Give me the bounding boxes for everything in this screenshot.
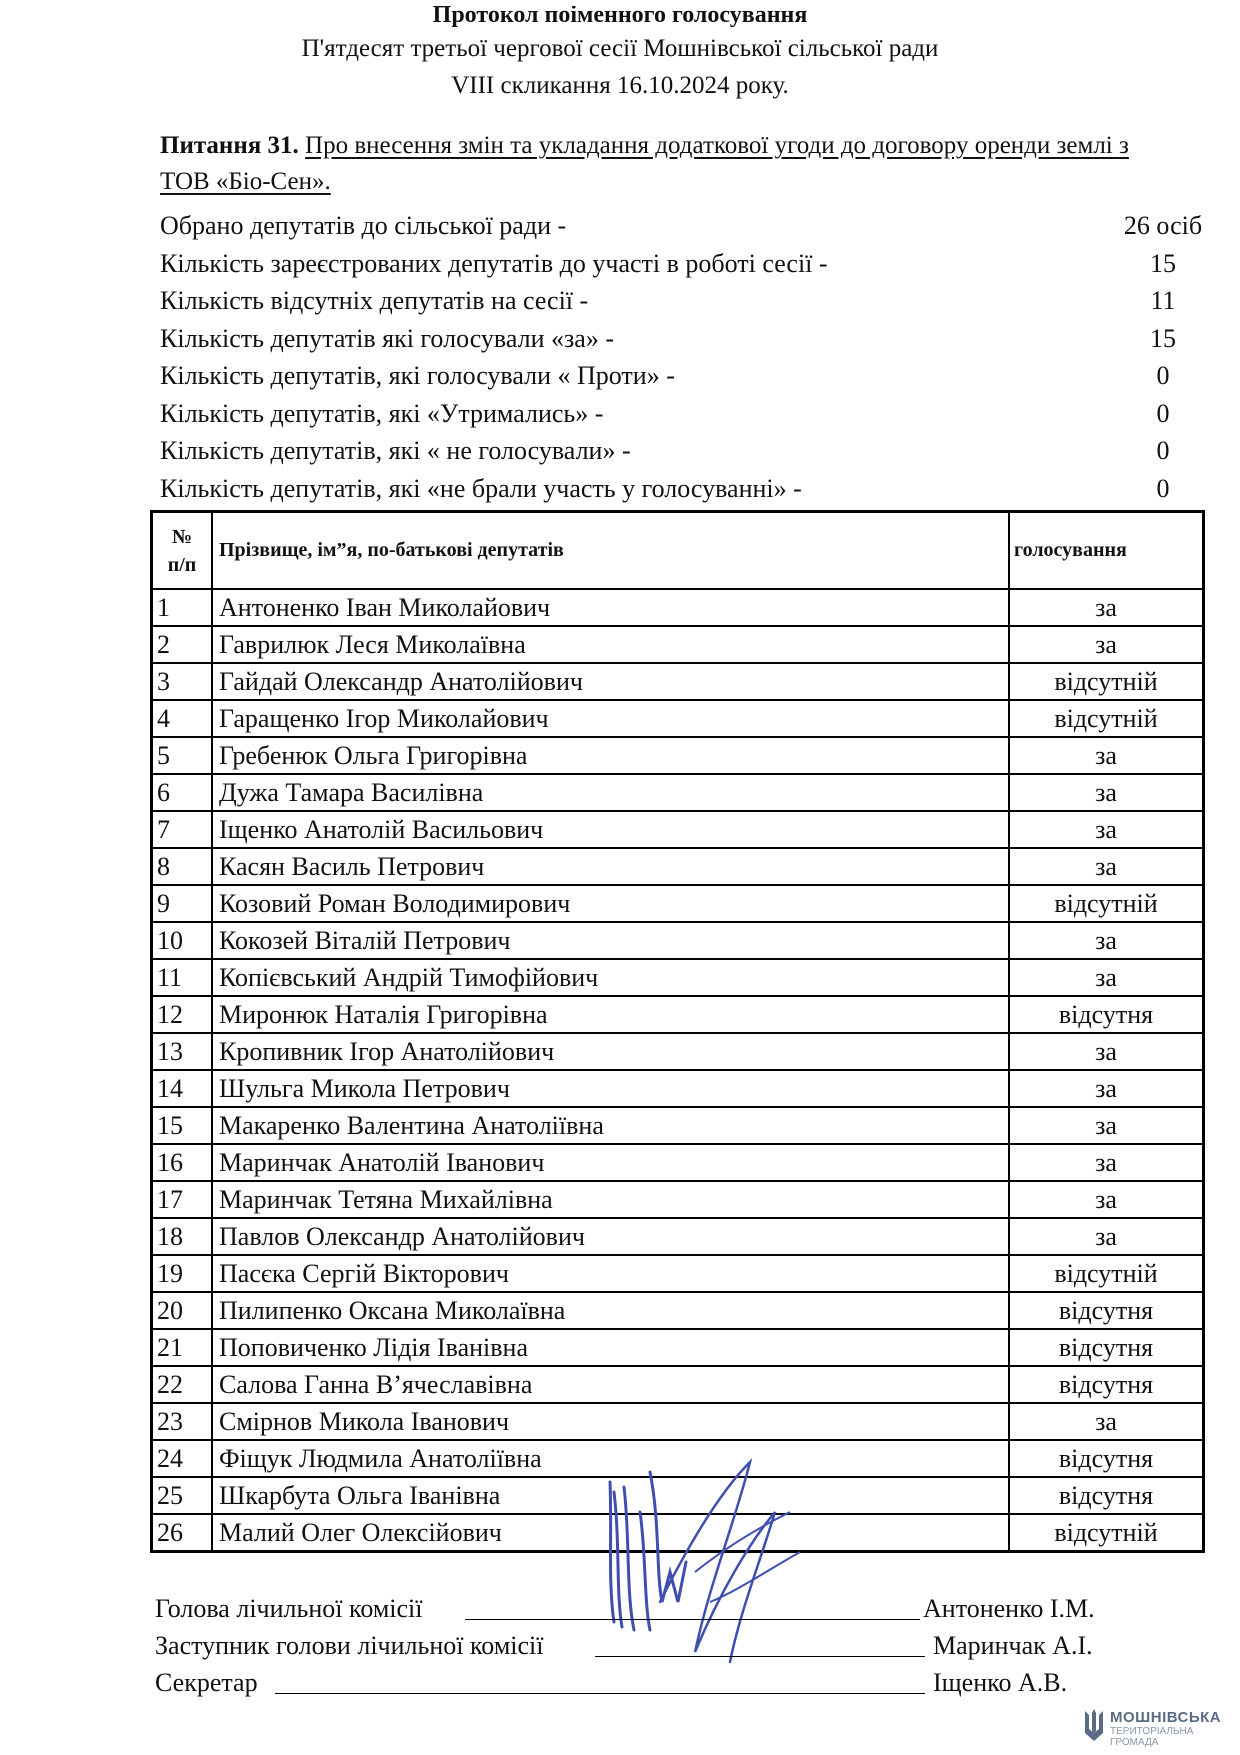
- signature-row-secretary: [155, 1664, 1155, 1701]
- cell-vote: відсутня: [1009, 1329, 1204, 1366]
- secretary-label: Секретар: [155, 1668, 258, 1697]
- cell-number: 7: [152, 811, 213, 848]
- table-row: [152, 663, 1204, 700]
- cell-number: 6: [152, 774, 213, 811]
- stat-row: [160, 320, 1176, 358]
- signatures-block: [155, 1590, 1155, 1701]
- signature-line: [595, 1656, 925, 1657]
- cell-name: Пасєка Сергій Вікторович: [212, 1255, 1009, 1292]
- cell-number: 17: [152, 1181, 213, 1218]
- question-text: Про внесення змін та укладання додаткової угоди до договору оренди землі з ТОВ «Біо-Сен».: [160, 132, 1129, 195]
- stat-row: [160, 282, 1176, 320]
- cell-name: Поповиченко Лідія Іванівна: [212, 1329, 1009, 1366]
- table-row: [152, 811, 1204, 848]
- cell-name: Малий Олег Олексійович: [212, 1514, 1009, 1552]
- table-row: [152, 700, 1204, 737]
- cell-name: Пилипенко Оксана Миколаївна: [212, 1292, 1009, 1329]
- stat-value: 0: [1156, 398, 1170, 428]
- signature-row-deputy: [155, 1627, 1155, 1664]
- cell-name: Павлов Олександр Анатолійович: [212, 1218, 1009, 1255]
- stat-row: [160, 395, 1170, 433]
- cell-number: 24: [152, 1440, 213, 1477]
- cell-number: 15: [152, 1107, 213, 1144]
- cell-name: Шкарбута Ольга Іванівна: [212, 1477, 1009, 1514]
- table-row: [152, 1107, 1204, 1144]
- stat-value: 15: [1150, 248, 1176, 278]
- table-row: [152, 1366, 1204, 1403]
- cell-number: 9: [152, 885, 213, 922]
- cell-number: 18: [152, 1218, 213, 1255]
- cell-number: 23: [152, 1403, 213, 1440]
- cell-number: 13: [152, 1033, 213, 1070]
- table-row: [152, 1218, 1204, 1255]
- cell-vote: відсутній: [1009, 700, 1204, 737]
- cell-name: Кропивник Ігор Анатолійович: [212, 1033, 1009, 1070]
- column-header-vote: голосування: [1009, 512, 1204, 590]
- signature-row-chair: [155, 1590, 1155, 1627]
- cell-name: Маринчак Анатолій Іванович: [212, 1144, 1009, 1181]
- cell-vote: відсутня: [1009, 1292, 1204, 1329]
- cell-vote: відсутній: [1009, 1255, 1204, 1292]
- table-row: [152, 848, 1204, 885]
- cell-vote: відсутня: [1009, 1477, 1204, 1514]
- signature-line: [465, 1619, 920, 1620]
- cell-number: 21: [152, 1329, 213, 1366]
- cell-vote: за: [1009, 774, 1204, 811]
- cell-name: Касян Василь Петрович: [212, 848, 1009, 885]
- cell-name: Гребенюк Ольга Григорівна: [212, 737, 1009, 774]
- table-row: [152, 959, 1204, 996]
- cell-name: Копієвський Андрій Тимофійович: [212, 959, 1009, 996]
- cell-vote: відсутній: [1009, 1514, 1204, 1552]
- cell-vote: за: [1009, 1144, 1204, 1181]
- cell-name: Макаренко Валентина Анатоліївна: [212, 1107, 1009, 1144]
- table-row: [152, 774, 1204, 811]
- stat-label: Кількість відсутніх депутатів на сесії -: [160, 286, 589, 315]
- cell-vote: за: [1009, 1181, 1204, 1218]
- cell-vote: за: [1009, 1070, 1204, 1107]
- stat-value: 26 осіб: [1123, 211, 1203, 240]
- deputy-label: Заступник голови лічильної комісії: [155, 1631, 544, 1660]
- cell-vote: відсутня: [1009, 996, 1204, 1033]
- cell-number: 1: [152, 589, 213, 626]
- stat-row: [160, 470, 1170, 508]
- table-row: [152, 1070, 1204, 1107]
- cell-name: Смірнов Микола Іванович: [212, 1403, 1009, 1440]
- logo-text: [1110, 1709, 1221, 1748]
- session-line: П'ятдесят третьої чергової сесії Мошнівської сільської ради: [301, 35, 939, 62]
- cell-name: Іщенко Анатолій Васильович: [212, 811, 1009, 848]
- cell-name: Салова Ганна В’ячеславівна: [212, 1366, 1009, 1403]
- stat-label: Кількість депутатів, які голосували « Проти» -: [160, 361, 675, 390]
- table-row: [152, 922, 1204, 959]
- stat-row: [160, 207, 1203, 245]
- table-row: [152, 885, 1204, 922]
- chair-name: Антоненко І.М.: [923, 1594, 1095, 1623]
- cell-number: 22: [152, 1366, 213, 1403]
- vote-statistics: [160, 207, 1203, 507]
- cell-vote: за: [1009, 1403, 1204, 1440]
- stat-value: 11: [1150, 286, 1176, 315]
- document-header: [0, 6, 1240, 104]
- cell-vote: за: [1009, 1107, 1204, 1144]
- cell-name: Миронюк Наталія Григорівна: [212, 996, 1009, 1033]
- table-row: [152, 737, 1204, 774]
- cell-vote: за: [1009, 1033, 1204, 1070]
- cell-vote: за: [1009, 811, 1204, 848]
- stat-value: 0: [1156, 473, 1170, 503]
- table-row: [152, 1181, 1204, 1218]
- cell-vote: за: [1009, 1218, 1204, 1255]
- cell-number: 19: [152, 1255, 213, 1292]
- table-row: [152, 1255, 1204, 1292]
- cell-vote: за: [1009, 848, 1204, 885]
- question-label: Питання 31.: [160, 132, 299, 159]
- cell-number: 11: [152, 959, 213, 996]
- cell-number: 20: [152, 1292, 213, 1329]
- cell-name: Фіщук Людмила Анатоліївна: [212, 1440, 1009, 1477]
- cell-number: 25: [152, 1477, 213, 1514]
- cell-number: 14: [152, 1070, 213, 1107]
- logo-line-1: МОШНІВСЬКА: [1110, 1709, 1222, 1726]
- stat-value: 0: [1156, 361, 1170, 390]
- chair-label: Голова лічильної комісії: [155, 1594, 423, 1623]
- secretary-name: Іщенко А.В.: [933, 1668, 1068, 1697]
- column-header-name: Прізвище, ім”я, по-батькові депутатів: [212, 512, 1009, 590]
- logo-line-2: ТЕРИТОРІАЛЬНА: [1110, 1726, 1194, 1737]
- cell-number: 10: [152, 922, 213, 959]
- table-header-row: [152, 512, 1204, 590]
- table-row: [152, 1329, 1204, 1366]
- cell-name: Козовий Роман Володимирович: [212, 885, 1009, 922]
- table-row: [152, 1033, 1204, 1070]
- voting-table: [150, 510, 1205, 1553]
- cell-vote: відсутній: [1009, 885, 1204, 922]
- stat-label: Кількість депутатів, які «не брали участь у голосуванні» -: [160, 473, 802, 503]
- cell-name: Гаращенко Ігор Миколайович: [212, 700, 1009, 737]
- deputy-name: Маринчак А.І.: [933, 1631, 1093, 1660]
- cell-vote: за: [1009, 737, 1204, 774]
- logo-line-3: ГРОМАДА: [1110, 1737, 1159, 1748]
- trident-icon: [1082, 1709, 1106, 1745]
- table-row: [152, 1144, 1204, 1181]
- table-row: [152, 589, 1204, 626]
- cell-number: 4: [152, 700, 213, 737]
- cell-name: Гаврилюк Леся Миколаївна: [212, 626, 1009, 663]
- cell-number: 5: [152, 737, 213, 774]
- cell-vote: за: [1009, 922, 1204, 959]
- cell-vote: відсутній: [1009, 663, 1204, 700]
- stat-label: Кількість зареєстрованих депутатів до участі в роботі сесії -: [160, 248, 828, 278]
- question-block: [160, 128, 1140, 200]
- cell-vote: за: [1009, 959, 1204, 996]
- stat-label: Кількість депутатів які голосували «за» -: [160, 323, 614, 353]
- stat-value: 15: [1150, 323, 1176, 353]
- cell-vote: за: [1009, 589, 1204, 626]
- cell-number: 8: [152, 848, 213, 885]
- cell-name: Кокозей Віталій Петрович: [212, 922, 1009, 959]
- cell-name: Шульга Микола Петрович: [212, 1070, 1009, 1107]
- stat-label: Кількість депутатів, які « не голосували» -: [160, 436, 631, 465]
- community-logo: [1080, 1705, 1230, 1750]
- table-row: [152, 996, 1204, 1033]
- cell-name: Гайдай Олександр Анатолійович: [212, 663, 1009, 700]
- stat-label: Обрано депутатів до сільської ради -: [160, 211, 567, 240]
- table-row: [152, 626, 1204, 663]
- cell-number: 16: [152, 1144, 213, 1181]
- stat-row: [160, 245, 1176, 283]
- document-title: Протокол поіменного голосування: [432, 6, 808, 28]
- cell-number: 26: [152, 1514, 213, 1552]
- stat-row: [160, 432, 1170, 470]
- stat-value: 0: [1156, 436, 1170, 465]
- cell-vote: відсутня: [1009, 1440, 1204, 1477]
- signature-line: [275, 1693, 925, 1694]
- convocation-line: VIII скликання 16.10.2024 року.: [451, 72, 789, 99]
- stat-label: Кількість депутатів, які «Утримались» -: [160, 398, 604, 428]
- cell-vote: за: [1009, 626, 1204, 663]
- column-header-number: № п/п: [152, 512, 213, 590]
- cell-number: 3: [152, 663, 213, 700]
- cell-number: 12: [152, 996, 213, 1033]
- stat-row: [160, 357, 1170, 395]
- table-row: [152, 1403, 1204, 1440]
- cell-vote: відсутня: [1009, 1366, 1204, 1403]
- cell-name: Маринчак Тетяна Михайлівна: [212, 1181, 1009, 1218]
- cell-name: Антоненко Іван Миколайович: [212, 589, 1009, 626]
- cell-name: Дужа Тамара Василівна: [212, 774, 1009, 811]
- table-row: [152, 1292, 1204, 1329]
- cell-number: 2: [152, 626, 213, 663]
